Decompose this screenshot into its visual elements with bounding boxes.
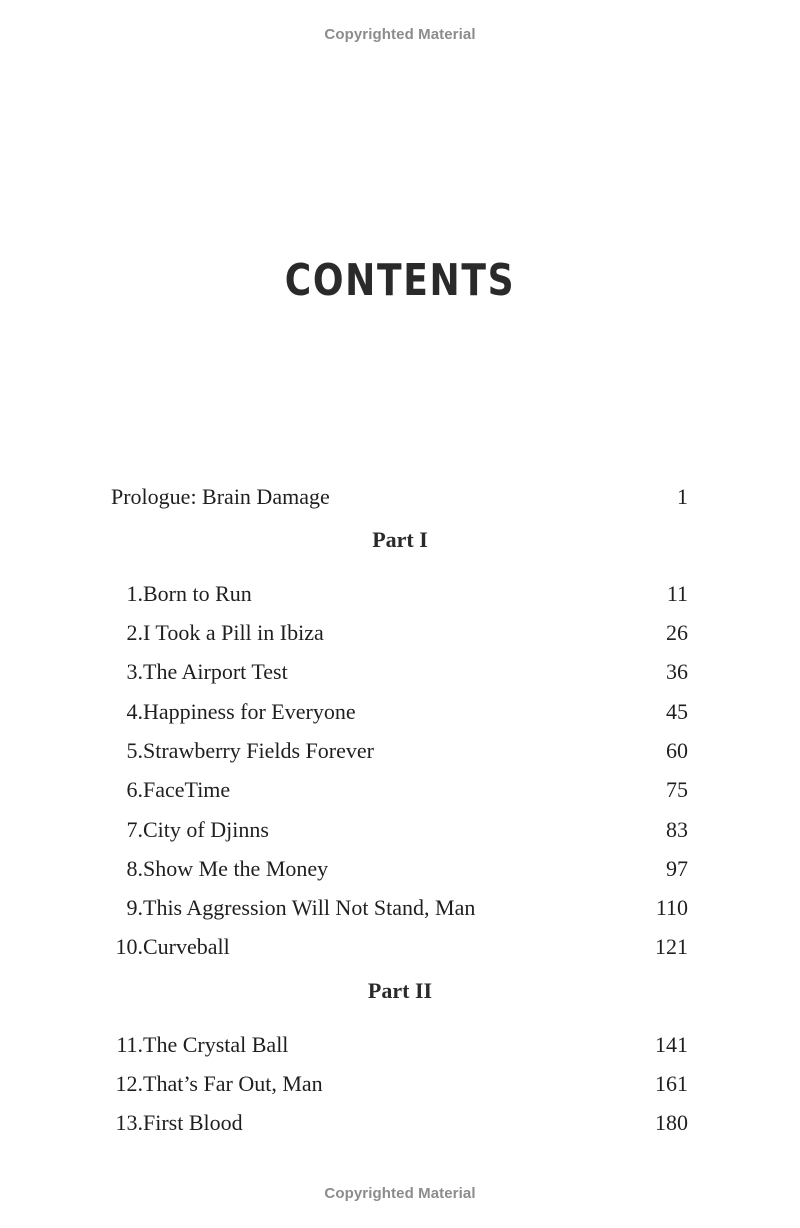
- toc-entry-number: 10.: [115, 934, 143, 959]
- toc-entry-title: Born to Run: [143, 581, 252, 606]
- toc-entry: [111, 697, 688, 727]
- toc-entry-title: I Took a Pill in Ibiza: [143, 620, 324, 645]
- toc-entry-number: 3.: [126, 659, 143, 684]
- toc-entry-title: Happiness for Everyone: [143, 699, 356, 724]
- toc-entry-title: City of Djinns: [143, 817, 269, 842]
- toc-entry: [111, 1108, 688, 1138]
- toc-entry: [111, 932, 688, 962]
- toc-entry-prologue: [111, 482, 688, 512]
- toc-entry-title: The Crystal Ball: [143, 1032, 289, 1057]
- toc-entry-number: 8.: [126, 856, 143, 881]
- toc-entry-number: 7.: [126, 817, 143, 842]
- toc-entry-page: 26: [666, 620, 688, 645]
- toc-entry: [111, 1030, 688, 1060]
- part-heading: Part I: [372, 527, 428, 552]
- toc-entry-title: Curveball: [143, 934, 230, 959]
- toc-entry: [111, 815, 688, 845]
- toc-entry-number: 4.: [126, 699, 143, 724]
- toc-entry-title: First Blood: [143, 1110, 243, 1135]
- toc-entry-page: 36: [666, 659, 688, 684]
- toc-entry-title: Strawberry Fields Forever: [143, 738, 374, 763]
- toc-entry: [111, 1069, 688, 1099]
- toc-entry-number: 12.: [115, 1071, 143, 1096]
- toc-entry-title: Prologue: Brain Damage: [111, 484, 330, 509]
- toc-entry: [111, 657, 688, 687]
- toc-entry-number: 11.: [116, 1032, 143, 1057]
- part-heading: Part II: [367, 978, 433, 1003]
- toc-entry-number: 5.: [126, 738, 143, 763]
- toc-entry: [111, 854, 688, 884]
- toc-entry-page: 1: [677, 484, 688, 509]
- toc-entry-title: Show Me the Money: [143, 856, 329, 881]
- toc-entry: [111, 618, 688, 648]
- toc-entry: [111, 736, 688, 766]
- toc-entry-number: 2.: [126, 620, 143, 645]
- toc-entry-page: 110: [655, 895, 688, 920]
- toc-entry: [111, 579, 688, 609]
- page-title: CONTENTS: [284, 255, 516, 306]
- toc-entry-page: 121: [655, 934, 688, 959]
- toc-entry-title: This Aggression Will Not Stand, Man: [143, 895, 476, 920]
- toc-entry: [111, 893, 688, 923]
- copyright-watermark-top: Copyrighted Material: [324, 26, 476, 43]
- toc-entry-page: 11: [666, 581, 688, 606]
- toc-entry-page: 60: [666, 738, 688, 763]
- toc-entry-page: 45: [666, 699, 688, 724]
- toc-entry: [111, 775, 688, 805]
- toc-entry-page: 161: [655, 1071, 688, 1096]
- toc-entry-number: 9.: [126, 895, 143, 920]
- copyright-watermark-bottom: Copyrighted Material: [324, 1185, 476, 1202]
- toc-entry-page: 141: [655, 1032, 688, 1057]
- toc-entry-title: FaceTime: [143, 777, 231, 802]
- toc-entry-page: 75: [666, 777, 688, 802]
- toc-entry-number: 6.: [126, 777, 143, 802]
- toc-entry-number: 1.: [126, 581, 143, 606]
- toc-entry-page: 97: [666, 856, 688, 881]
- toc-entry-number: 13.: [115, 1110, 143, 1135]
- toc-entry-page: 83: [666, 817, 688, 842]
- toc-entry-title: That’s Far Out, Man: [143, 1071, 323, 1096]
- toc-entry-page: 180: [655, 1110, 688, 1135]
- toc-entry-title: The Airport Test: [143, 659, 288, 684]
